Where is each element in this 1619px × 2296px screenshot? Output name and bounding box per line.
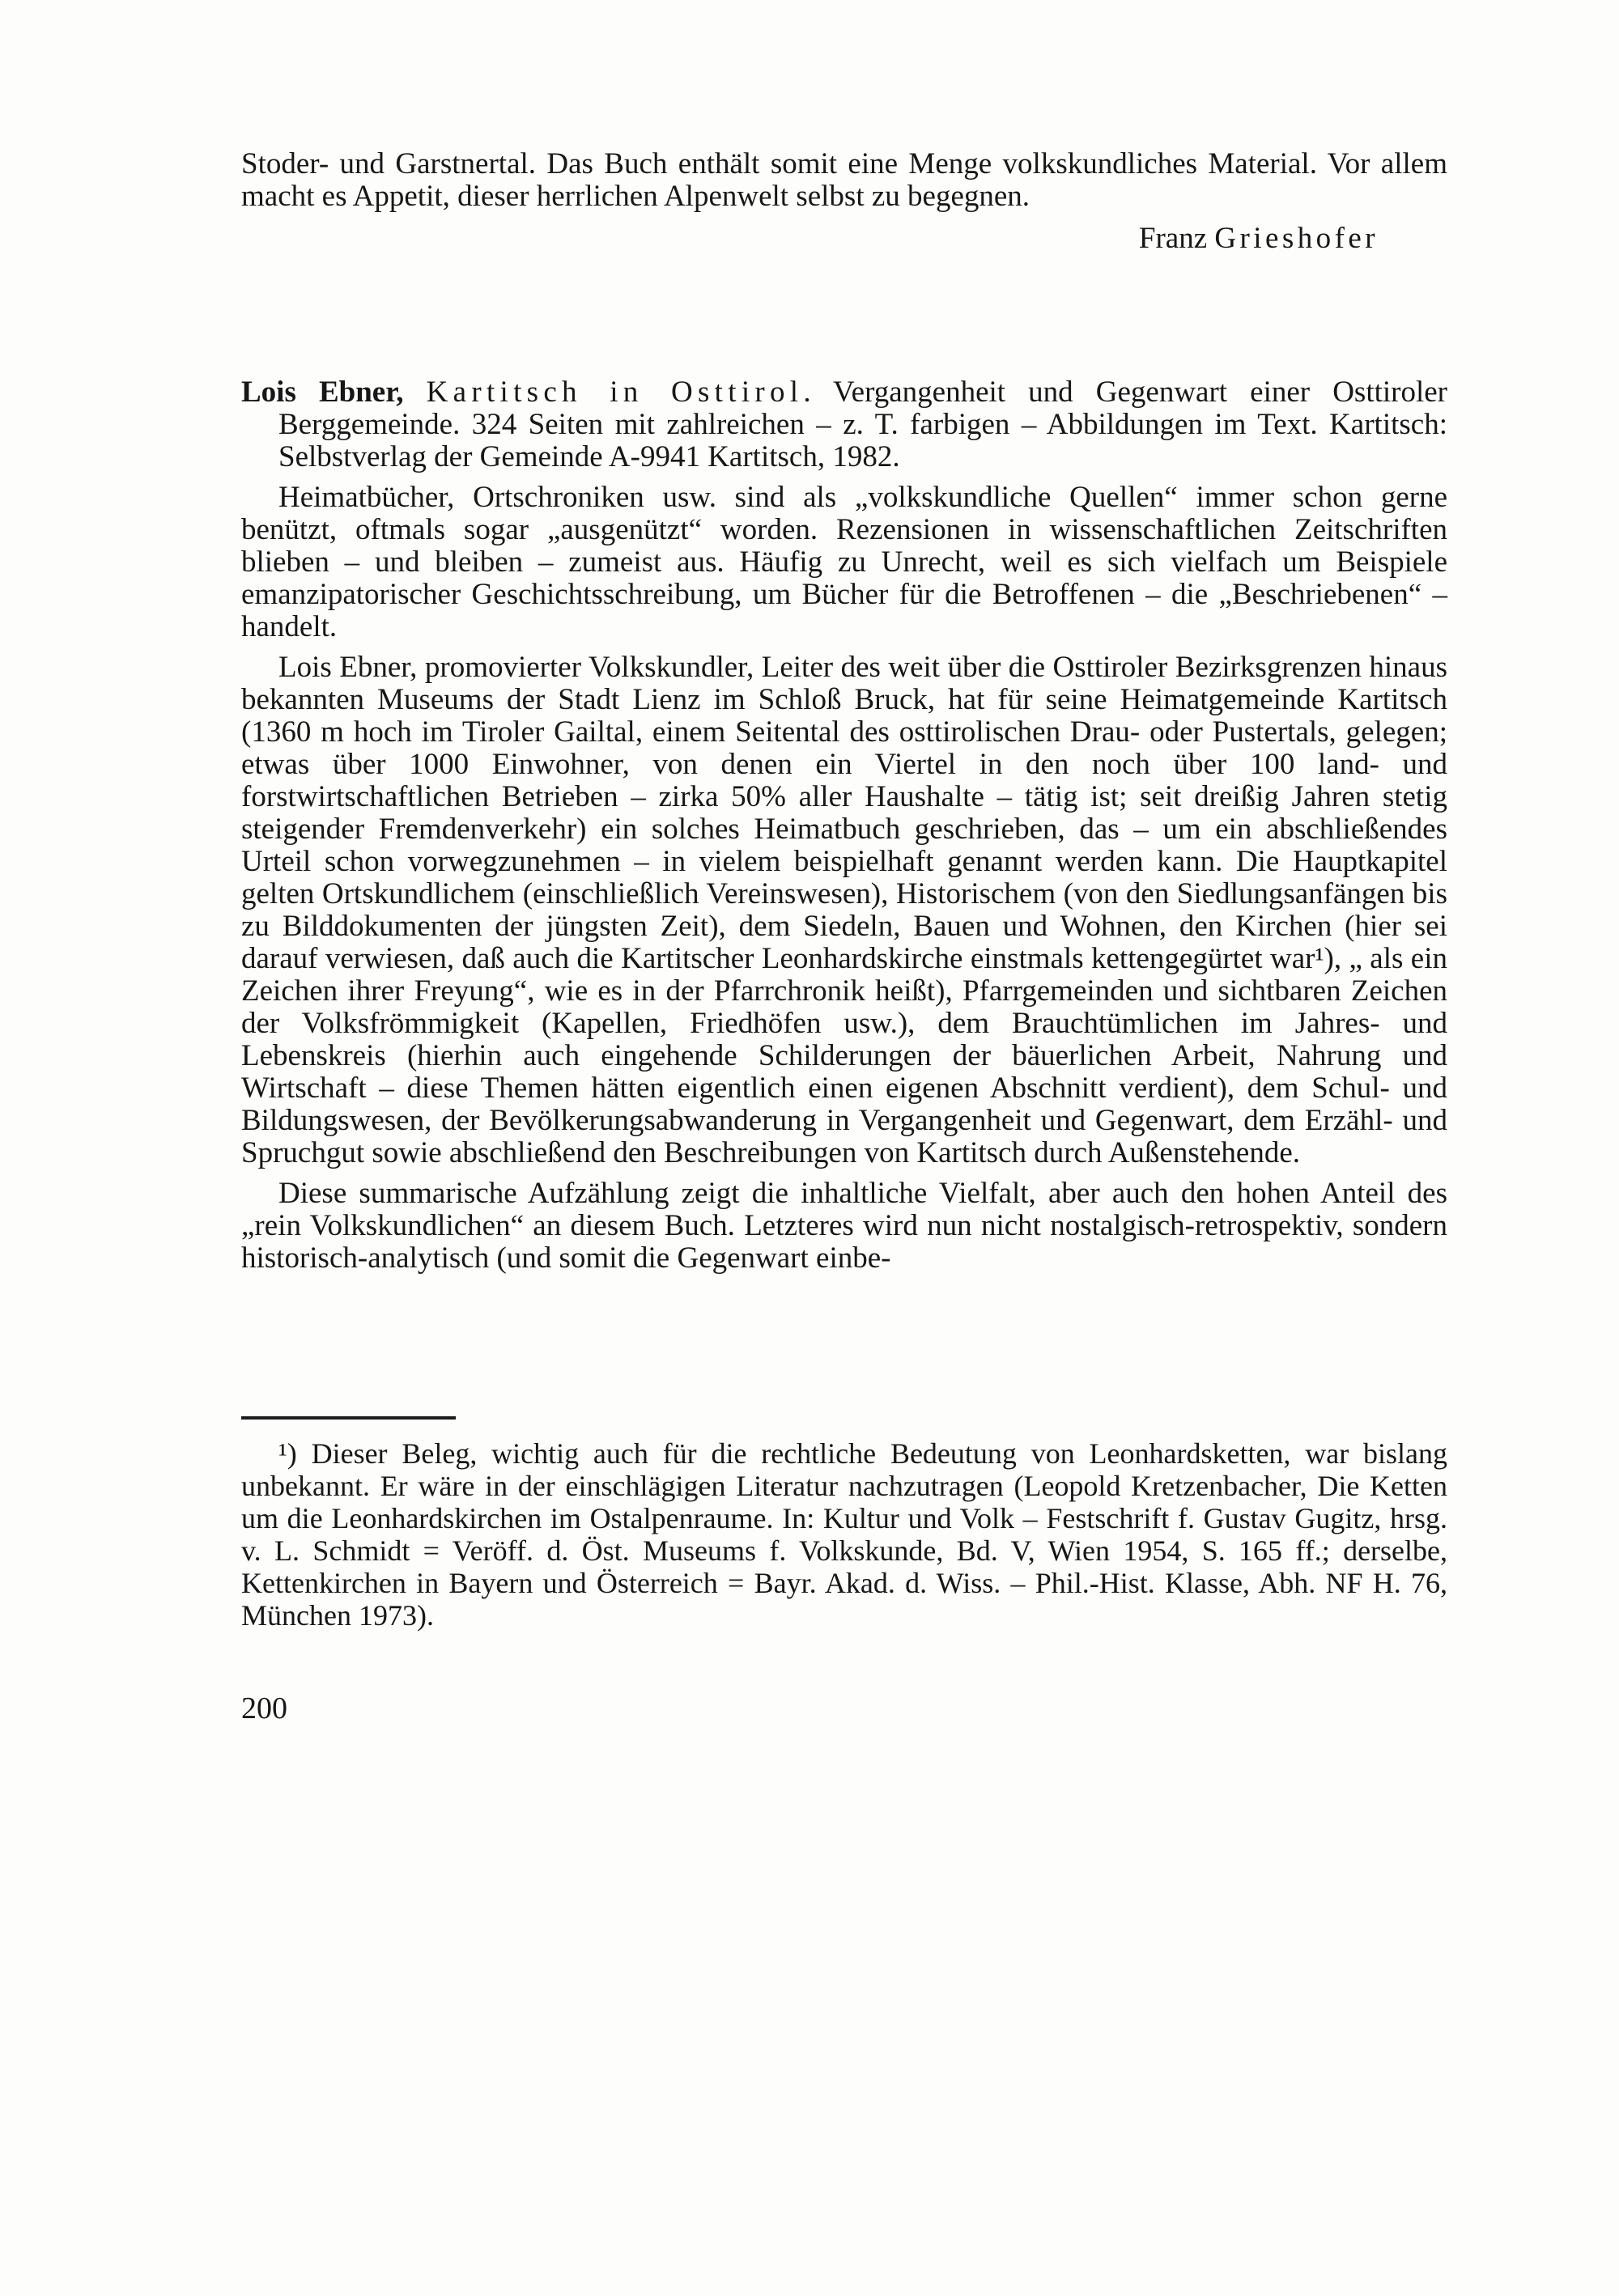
reviewer-signature xyxy=(241,223,1447,255)
review-heading xyxy=(241,376,1447,473)
review-author: Lois Ebner, xyxy=(241,376,404,409)
review-paragraph-3: Diese summarische Aufzählung zeigt die inhaltliche Vielfalt, aber auch den hohen Anteil des „rein Volkskundlichen“ an diesem Buch. Letzteres wird nun nicht nostalgisch-retrospektiv, sondern historisch-analytisch (und somit die Gegenwart einbe- xyxy=(241,1177,1447,1275)
page-number: 200 xyxy=(241,1691,287,1725)
reviewer-first-name: Franz xyxy=(1138,222,1215,255)
review-paragraph-1: Heimatbücher, Ortschroniken usw. sind als „volkskundliche Quellen“ immer schon gerne benützt, oftmals sogar „ausgenützt“ worden. Rezensionen in wissenschaftlichen Zeitschriften blieben – und bleiben – zumeist aus. Häufig zu Unrecht, weil es sich vielfach um Beispiele emanzipatorischer Geschichtsschreibung, um Bücher für die Betroffenen – die „Beschriebenen“ – handelt. xyxy=(241,481,1447,643)
review-details: . Vergangenheit und Gegenwart einer Osttiroler Berggemeinde. 324 Seiten mit zahlreichen – z. T. farbigen – Abbildungen im Text. Kartitsch: Selbstverlag der Gemeinde A-9941 Kartitsch, 1982. xyxy=(278,376,1448,473)
review-title: Kartitsch in Osttirol xyxy=(426,376,804,409)
review-paragraph-2: Lois Ebner, promovierter Volkskundler, Leiter des weit über die Osttiroler Bezirksgrenzen hinaus bekannten Museums der Stadt Lienz im Schloß Bruck, hat für seine Heimatgemeinde Kartitsch (1360 m hoch im Tiroler Gailtal, einem Seitental des osttirolischen Drau- oder Pustertals, gelegen; etwas über 1000 Einwohner, von denen ein Viertel in den noch über 100 land- und forstwirtschaftlichen Betrieben – zirka 50% aller Haushalte – tätig ist; seit dreißig Jahren stetig steigender Fremdenverkehr) ein solches Heimatbuch geschrieben, das – um ein abschließendes Urteil schon vorwegzunehmen – in vielem beispielhaft genannt werden kann. Die Hauptkapitel gelten Ortskundlichem (einschließlich Vereinswesen), Historischem (von den Siedlungsanfängen bis zu Bilddokumenten der jüngsten Zeit), dem Siedeln, Bauen und Wohnen, den Kirchen (hier sei darauf verwiesen, daß auch die Kartitscher Leonhardskirche einstmals kettengegürtet war¹), „ als ein Zeichen ihrer Freyung“, wie es in der Pfarrchronik heißt), Pfarrgemeinden und sichtbaren Zeichen der Volksfrömmigkeit (Kapellen, Friedhöfen usw.), dem Brauchtümlichen im Jahres- und Lebenskreis (hierhin auch eingehende Schilderungen der bäuerlichen Arbeit, Nahrung und Wirtschaft – diese Themen hätten eigentlich einen eigenen Abschnitt verdient), dem Schul- und Bildungswesen, der Bevölkerungsabwanderung in Vergangenheit und Gegenwart, dem Erzähl- und Spruchgut sowie abschließend den Beschreibungen von Kartitsch durch Außenstehende. xyxy=(241,651,1447,1169)
reviewer-last-name: Grieshofer xyxy=(1214,222,1379,255)
footnote-divider xyxy=(241,1416,456,1420)
footnote-text: ¹) Dieser Beleg, wichtig auch für die rechtliche Bedeutung von Leonhardsketten, war bislang unbekannt. Er wäre in der einschlägigen Literatur nachzutragen (Leopold Kretzenbacher, Die Ketten um die Leonhardskirchen im Ostalpenraume. In: Kultur und Volk – Festschrift f. Gustav Gugitz, hrsg. v. L. Schmidt = Veröff. d. Öst. Museums f. Volkskunde, Bd. V, Wien 1954, S. 165 ff.; derselbe, Kettenkirchen in Bayern und Österreich = Bayr. Akad. d. Wiss. – Phil.-Hist. Klasse, Abh. NF H. 76, München 1973). xyxy=(241,1437,1447,1632)
continuation-paragraph: Stoder- und Garstnertal. Das Buch enthält somit eine Menge volkskundliches Material. Vor allem macht es Appetit, dieser herrlichen Alpenwelt selbst zu begegnen. xyxy=(241,147,1447,213)
